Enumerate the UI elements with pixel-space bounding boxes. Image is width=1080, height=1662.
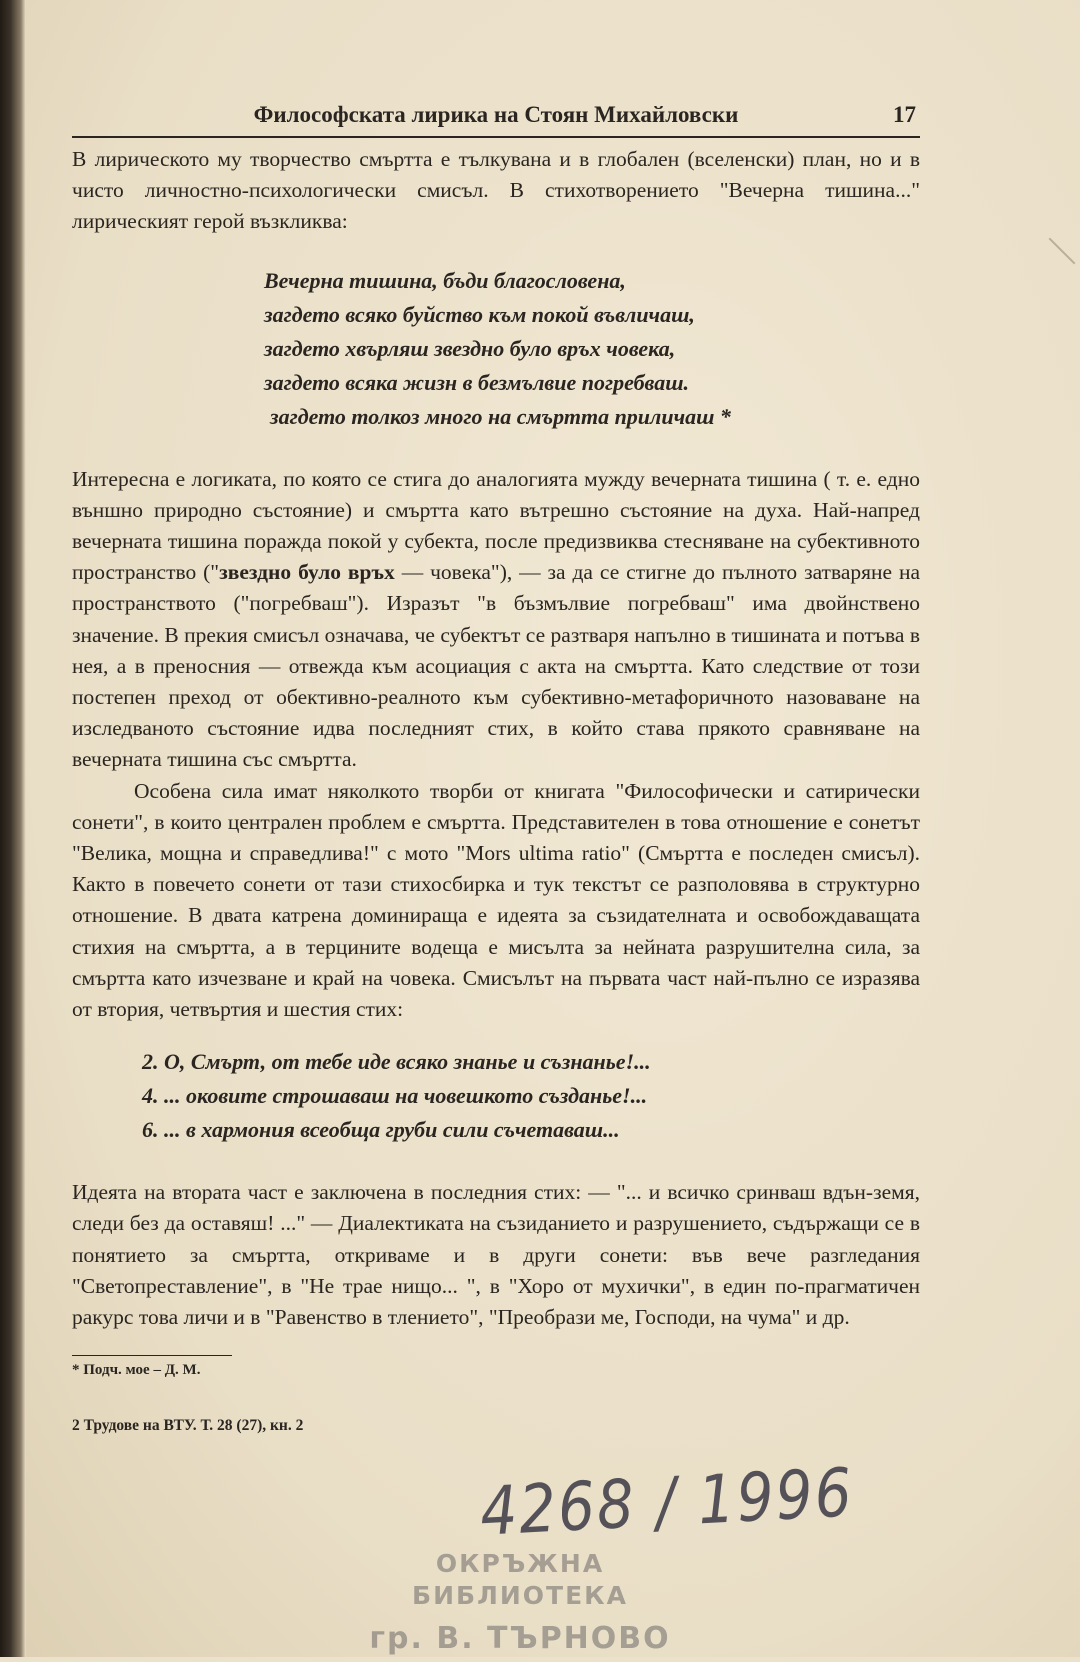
sonnet-quoted-lines <box>142 1045 920 1147</box>
emphasized-quote: звездно було връх <box>219 560 395 585</box>
publication-imprint: 2 Трудове на ВТУ. Т. 28 (27), кн. 2 <box>72 1417 304 1435</box>
poem-line: загдето хвърляш звездно було връх човека, <box>264 335 676 361</box>
poem-line: Вечерна тишина, бъди благословена, <box>264 267 626 293</box>
paragraph-intro: В лирическото му творчество смъртта е тълкувана и в глобален (вселенски) план, но и в чисто личностно-психологически смисъл. В стихотворението "Вечерна тишина..." лирическият герой възкликва: <box>72 147 920 234</box>
book-binding-edge <box>0 0 26 1657</box>
poem-line: загдето всяка жизн в безмълвие погребваш. <box>264 369 690 395</box>
poem-evening-silence <box>264 264 920 434</box>
paragraph-analysis-text: Интересна е логиката, по която се стига до аналогията мужду вечерната тишина ( т. е. едно външно природно състояние) и смъртта като вътрешно състояние на духа. Най-напред вечерната тишина поражда покой у субекта, после предизвиква стесняване на субективното пространство (" <box>72 466 920 585</box>
page-number: 17 <box>893 102 916 127</box>
paragraph-analysis-text: — човека"), — за да се стигне до пълното затваряне на пространството ("погребваш"). Изразът "в бъзмълвие погребваш" има двойнствено значение. В прекия смисъл означава, че субектът се разтваря напълно в тишината и потъва в нея, а в преносния — отвежда към асоциация с акта на смъртта. Като следствие от този постепен преход от обективно-реалното към субективно-метафоричното назоваване на изследваното състояние идва последният стих, в който става прякото сравняване на вечерната тишина със смъртта. <box>72 560 921 772</box>
page-content <box>72 96 920 1435</box>
running-head <box>72 96 920 138</box>
footnote-divider <box>72 1355 232 1356</box>
paragraph-sonnets: Особена сила имат няколкото творби от книгата "Философически и сатирически сонети", в които централен проблем е смъртта. Представителен в това отношение е сонетът "Велика, мощна и справедлива!" с мото "Mors ultima ratio" (Смъртта е последен смисъл). Както в повечето сонети от тази стихосбирка и тук текстът се разполовява в структурно отношение. В двата катрена доминираща е идеята за съзидателната и освобождаващата стихия на смъртта, а в терцините водеща е мисълта за нейната разрушителна сила, за смъртта като изчезване и край на човека. Смисълът на първата част най-пълно се изразява от втория, четвъртия и шестия стих: <box>72 778 920 1022</box>
footnote: * Подч. мое – Д. М. <box>72 1362 201 1379</box>
poem-line: 4. ... оковите строшаваш на човешкото създанье!... <box>142 1083 648 1109</box>
handwritten-inventory-number: 4268 / 1996 <box>478 1453 856 1551</box>
poem-line: загдето толкоз много на смъртта приличаш * <box>270 403 731 429</box>
stamp-line-city: гр. В. ТЪРНОВО <box>369 1621 671 1656</box>
paragraph-dialectics: Идеята на втората част е заключена в последния стих: — "... и всичко сринваш вдън-земя, следи без да оставяш! ..." — Диалектиката на съзиданието и разрушението, съдържащи се в понятието за смъртта, откриваме и в други сонети: във вече разгледания "Светопреставление", в "Не трае нищо... ", в "Хоро от мухички", в един по-прагматичен ракурс това личи и в "Равенство в тлението", "Преобрази ме, Господи, на чума" и др. <box>72 1180 920 1330</box>
paragraph-analysis <box>72 464 920 776</box>
library-stamp <box>330 1548 710 1662</box>
stamp-line-library: ОКРЪЖНА БИБЛИОТЕКА <box>412 1549 628 1610</box>
poem-line: загдето всяко буйство към покой въвличаш, <box>264 301 695 327</box>
poem-line: 2. О, Смърт, от тебе иде всяко знанье и съзнанье!... <box>142 1049 651 1075</box>
poem-line: 6. ... в хармония всеобща груби сили съчетаваш... <box>142 1117 620 1143</box>
running-head-title: Философската лирика на Стоян Михайловски <box>253 102 739 127</box>
